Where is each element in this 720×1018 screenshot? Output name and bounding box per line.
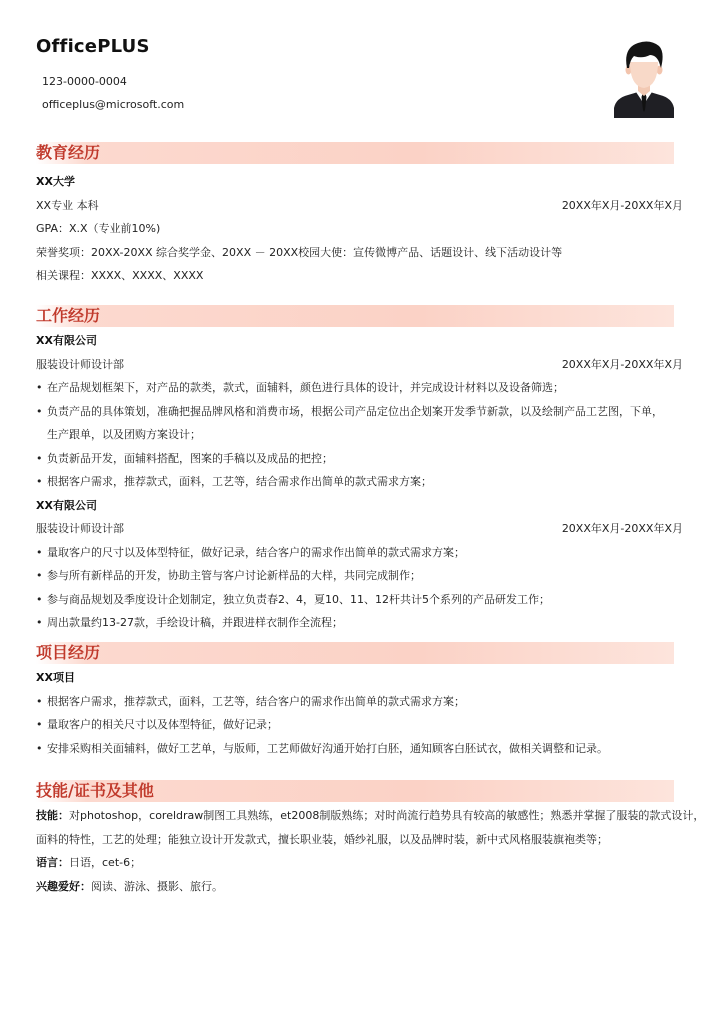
- list-item: • 负责新品开发，面辅料搭配，图案的手稿以及成品的把控；: [36, 447, 686, 471]
- section-header: [36, 305, 674, 327]
- contact-block: [42, 70, 686, 116]
- list-item: • 参与所有新样品的开发，协助主管与客户讨论新样品的大样，共同完成制作；: [36, 564, 686, 588]
- skills-text: 对photoshop，coreldraw制图工具熟练，et2008制版熟练；对时尚流行趋势具有较高的敏感性；熟悉并掌握了服装的款式设计，: [69, 809, 705, 822]
- education-section: [36, 142, 686, 288]
- language-label: 语言：: [36, 856, 69, 869]
- project-name: XX项目: [36, 671, 75, 684]
- section-title: 项目经历: [36, 643, 101, 662]
- list-item: • 负责产品的具体策划，准确把握品牌风格和消费市场，根据公司产品定位出企划案开发季节新款，以及绘制产品工艺图，下单，: [36, 400, 686, 424]
- company-name: XX有限公司: [36, 334, 97, 347]
- resume-header: [36, 36, 686, 120]
- courses: 相关课程：XXXX、XXXX、XXXX: [36, 269, 204, 282]
- education-date: 20XX年X月-20XX年X月: [561, 198, 683, 212]
- skills-row: [36, 804, 705, 828]
- language-text: 日语，cet-6；: [69, 856, 142, 869]
- section-header: [36, 142, 674, 164]
- list-item: • 量取客户的相关尺寸以及体型特征，做好记录；: [36, 713, 686, 737]
- list-item: • 参与商品规划及季度设计企划制定，独立负责春2、4，夏10、11、12杆共计5个系列的产品研发工作；: [36, 588, 686, 612]
- hobby-label: 兴趣爱好：: [36, 879, 91, 893]
- skills-continuation: 面料的特性，工艺的处理；能独立设计开发款式，擅长职业装，婚纱礼服，以及品牌时装，新中式风格服装旗袍类等；: [36, 832, 608, 846]
- list-item: • 根据客户需求，推荐款式，面料，工艺等，结合需求作出简单的款式需求方案；: [36, 470, 686, 494]
- list-item: • 安排采购相关面辅料，做好工艺单，与版师，工艺师做好沟通开始打白胚，通知顾客白胚试衣，做相关调整和记录。: [36, 737, 686, 761]
- job-role: 服装设计师设计部: [36, 522, 124, 535]
- education-row: [36, 194, 686, 218]
- honors: 荣誉奖项：20XX-20XX 综合奖学金、20XX － 20XX校园大使：宣传微博产品、话题设计、线下活动设计等: [36, 245, 563, 259]
- school-name: XX大学: [36, 175, 75, 188]
- job-date: 20XX年X月-20XX年X月: [561, 357, 683, 371]
- section-title: 技能/证书及其他: [36, 781, 154, 800]
- list-item: • 在产品规划框架下，对产品的款类，款式，面辅料，颜色进行具体的设计，并完成设计材料以及设备筛选；: [36, 376, 686, 400]
- section-title: 教育经历: [36, 143, 101, 162]
- job-role: 服装设计师设计部: [36, 357, 124, 371]
- list-item: • 周出款量约13-27款，手绘设计稿，并跟进样衣制作全流程；: [36, 611, 686, 635]
- hobby-text: 阅读、游泳、摄影、旅行。: [91, 879, 223, 893]
- hobby-row: [36, 875, 686, 899]
- avatar: [612, 38, 676, 118]
- list-item: • 量取客户的尺寸以及体型特征，做好记录，结合客户的需求作出简单的款式需求方案；: [36, 541, 686, 565]
- section-header: [36, 780, 674, 802]
- company-name: XX有限公司: [36, 498, 97, 512]
- skills-section: [36, 780, 705, 898]
- section-title: 工作经历: [36, 306, 101, 325]
- candidate-name: OfficePLUS: [36, 36, 150, 57]
- work-section: [36, 305, 686, 635]
- job-date: 20XX年X月-20XX年X月: [561, 522, 683, 535]
- skills-label: 技能：: [36, 809, 69, 822]
- gpa: GPA：X.X（专业前10%): [36, 222, 161, 235]
- project-section: [36, 642, 686, 760]
- job-row: [36, 517, 686, 541]
- phone-number: 123-0000-0004: [42, 75, 127, 88]
- list-item-continuation: 生产跟单，以及团购方案设计；: [47, 428, 201, 441]
- section-header: [36, 642, 674, 664]
- job-row: [36, 353, 686, 377]
- language-row: [36, 851, 686, 875]
- email-address: officeplus@microsoft.com: [42, 98, 185, 111]
- list-item: • 根据客户需求，推荐款式，面料，工艺等，结合客户的需求作出简单的款式需求方案；: [36, 690, 686, 714]
- major: XX专业 本科: [36, 198, 99, 212]
